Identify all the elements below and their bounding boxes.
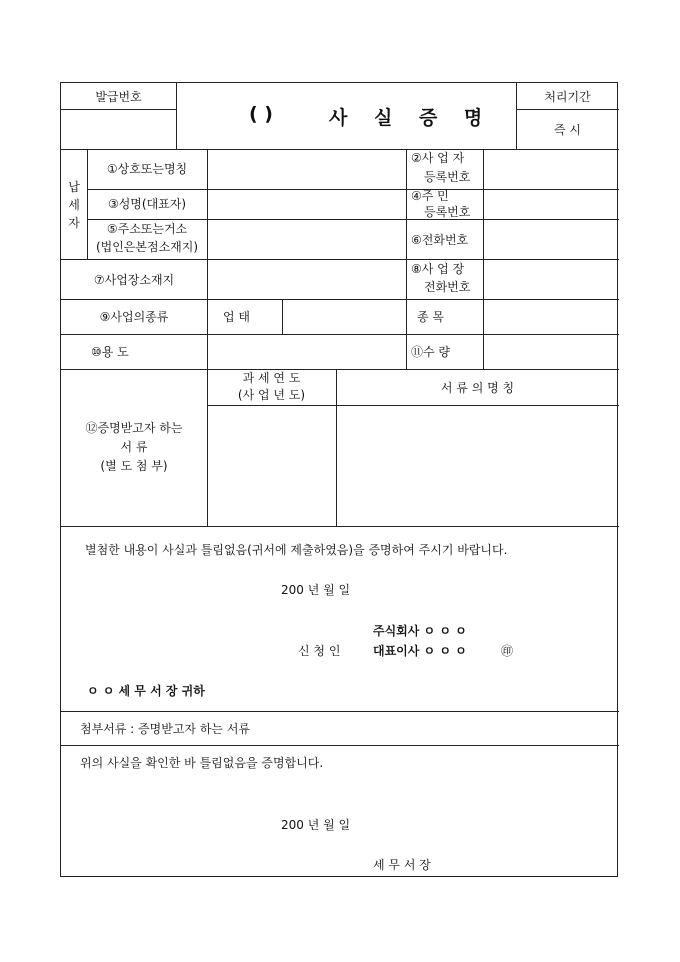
issue-number-label: 발급번호 xyxy=(95,90,142,104)
requested-documents-label: (별 도 첨 부) xyxy=(100,459,168,473)
business-category-label: 업 태 xyxy=(223,310,250,324)
processing-period-value: 즉 시 xyxy=(554,123,581,137)
seal-mark: ㊞ xyxy=(501,644,514,658)
purpose-label: ⑩용 도 xyxy=(91,345,129,359)
tax-year-label-sub: (사 업 년 도) xyxy=(237,388,306,402)
site-phone-label: ⑧사 업 장 xyxy=(411,262,465,276)
quantity-label: ⑪수 량 xyxy=(411,345,450,359)
business-registration-label-sub: 등록번호 xyxy=(424,170,471,184)
document-name-label: 서 류 의 명 칭 xyxy=(440,381,515,395)
divider xyxy=(61,299,619,300)
tax-office-signer: 세 무 서 장 xyxy=(373,858,431,872)
divider xyxy=(61,369,619,370)
divider xyxy=(176,83,177,149)
divider xyxy=(61,334,619,335)
divider xyxy=(207,149,208,526)
divider xyxy=(61,526,619,527)
request-date: 200 년 월 일 xyxy=(281,583,351,597)
business-registration-label: ②사 업 자 xyxy=(411,151,465,165)
taxpayer-section-label: 세 xyxy=(68,198,80,212)
divider xyxy=(406,149,407,299)
divider xyxy=(207,405,619,406)
confirmation-date: 200 년 월 일 xyxy=(281,818,351,832)
applicant-label: 신 청 인 xyxy=(298,644,341,658)
representative-label: ③성명(대표자) xyxy=(107,197,187,211)
request-statement: 별첨한 내용이 사실과 틀림없음(귀서에 제출하였음)을 증명하여 주시기 바랍니다. xyxy=(85,543,508,557)
title-parenthesis: ( ) xyxy=(249,103,273,125)
addressee: ㅇ ㅇ 세 무 서 장 귀하 xyxy=(87,684,205,698)
requested-documents-label: ⑫증명받고자 하는 xyxy=(85,421,183,435)
business-item-label: 종 목 xyxy=(417,310,444,324)
processing-period-label: 처리기간 xyxy=(544,90,591,104)
divider xyxy=(61,149,619,150)
business-site-label: ⑦사업장소재지 xyxy=(93,273,175,287)
divider xyxy=(87,189,619,190)
attachment-note: 첨부서류 : 증명받고자 하는 서류 xyxy=(80,722,250,736)
address-label: ⑤주소또는거소 xyxy=(106,222,188,236)
taxpayer-section-label: 자 xyxy=(68,216,80,230)
divider xyxy=(516,109,619,110)
page-title: 사 실 증 명 xyxy=(329,107,493,129)
resident-registration-label: ④주 민 xyxy=(411,189,449,203)
divider xyxy=(483,149,484,299)
business-type-label: ⑨사업의종류 xyxy=(99,310,169,324)
certificate-form xyxy=(60,82,618,877)
divider xyxy=(61,745,619,746)
business-name-label: ①상호또는명칭 xyxy=(106,162,188,176)
divider xyxy=(483,299,484,369)
resident-registration-label-sub: 등록번호 xyxy=(424,205,471,219)
taxpayer-section-label: 납 xyxy=(68,180,80,194)
representative-name: 대표이사 ㅇ ㅇ ㅇ xyxy=(373,644,467,658)
divider xyxy=(61,259,619,260)
address-label-sub: (법인은본점소재지) xyxy=(95,240,199,254)
site-phone-label-sub: 전화번호 xyxy=(424,280,471,294)
divider xyxy=(61,711,619,712)
confirmation-statement: 위의 사실을 확인한 바 틀림없음을 증명합니다. xyxy=(80,756,324,770)
company-name: 주식회사 ㅇ ㅇ ㅇ xyxy=(373,624,467,638)
divider xyxy=(282,299,283,334)
phone-number-label: ⑥전화번호 xyxy=(411,233,469,247)
requested-documents-label: 서 류 xyxy=(120,440,148,454)
divider xyxy=(87,219,619,220)
divider xyxy=(406,299,407,369)
tax-year-label: 과 세 연 도 xyxy=(242,371,301,385)
divider xyxy=(61,109,176,110)
